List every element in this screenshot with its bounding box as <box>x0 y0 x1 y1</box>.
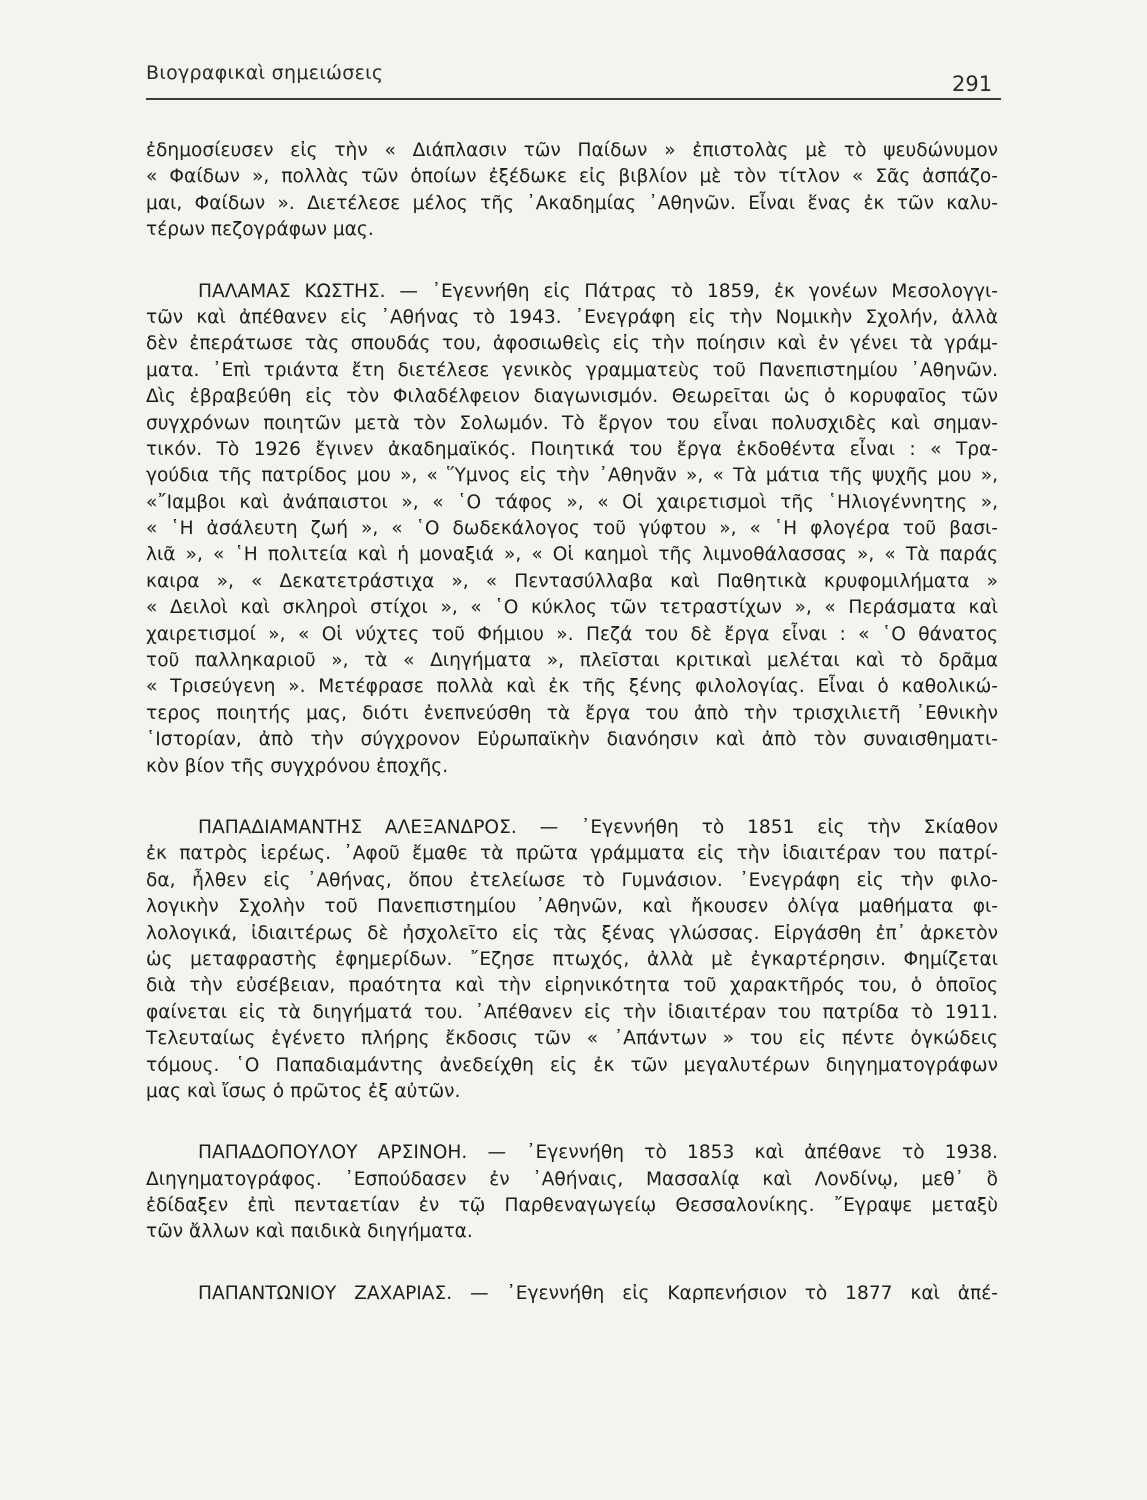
text-line: λολογικά, ἰδιαιτέρως δὲ ἠσχολεῖτο εἰς τὰς ξένας γλώσσας. Εἰργάσθη ἐπ᾿ ἀρκετὸν <box>146 922 998 944</box>
text-line: « Φαίδων », πολλὰς τῶν ὁποίων ἐξέδωκε εἰς βιβλίον μὲ τὸν τίτλον « Σᾶς ἀσπάζο- <box>146 166 998 188</box>
text-line: μας καὶ ἴσως ὁ πρῶτος ἐξ αὐτῶν. <box>146 1080 461 1102</box>
text-line: τῶν ἄλλων καὶ παιδικὰ διηγήματα. <box>146 1221 473 1243</box>
text-line: τῶν καὶ ἀπέθανεν εἰς ᾿Αθήνας τὸ 1943. ᾿Ενεγράφη εἰς τὴν Νομικὴν Σχολήν, ἀλλὰ <box>146 306 998 328</box>
text-line: «῎Ιαμβοι καὶ ἀνάπαιστοι », « ῾Ο τάφος », « Οἱ χαιρετισμοὶ τῆς ῾Ηλιογέννητης », <box>146 491 998 513</box>
text-line: λογικὴν Σχολὴν τοῦ Πανεπιστημίου ᾿Αθηνῶν, καὶ ἤκουσεν ὀλίγα μαθήματα φι- <box>146 896 998 918</box>
text-line: ματα. ᾿Επὶ τριάντα ἔτη διετέλεσε γενικὸς γραμματεὺς τοῦ Πανεπιστημίου ᾿Αθηνῶν. <box>146 359 998 381</box>
text-line: δὲν ἐπεράτωσε τὰς σπουδάς του, ἀφοσιωθεὶς εἰς τὴν ποίησιν καὶ ἐν γένει τὰ γράμ- <box>146 333 998 355</box>
text-line: « ῾Η ἀσάλευτη ζωή », « ῾Ο δωδεκάλογος τοῦ γύφτου », « ῾Η φλογέρα τοῦ βασι- <box>146 518 998 540</box>
text-line: μαι, Φαίδων ». Διετέλεσε μέλος τῆς ᾿Ακαδημίας ᾿Αθηνῶν. Εἶναι ἕνας ἐκ τῶν καλυ- <box>146 192 998 214</box>
entry-heading-line: ΠΑΠΑΔΙΑΜΑΝΤΗΣ ΑΛΕΞΑΝΔΡΟΣ. — ᾿Εγεννήθη τὸ 1851 εἰς τὴν Σκίαθον <box>198 816 998 838</box>
entry-heading-line: ΠΑΠΑΝΤΩΝΙΟΥ ΖΑΧΑΡΙΑΣ. — ᾿Εγεννήθη εἰς Καρπενήσιον τὸ 1877 καὶ ἀπέ- <box>198 1282 998 1304</box>
text-line: δα, ἦλθεν εἰς ᾿Αθήνας, ὅπου ἐτελείωσε τὸ Γυμνάσιον. ᾿Ενεγράφη εἰς τὴν φιλο- <box>146 869 998 891</box>
text-line: τικόν. Τὸ 1926 ἔγινεν ἀκαδημαϊκός. Ποιητικά του ἔργα ἐκδοθέντα εἶναι : « Τρα- <box>146 438 998 460</box>
text-line: ἐκ πατρὸς ἱερέως. ᾿Αφοῦ ἔμαθε τὰ πρῶτα γράμματα εἰς τὴν ἰδιαιτέραν του πατρί- <box>146 843 998 865</box>
entry-papadopoulou <box>146 1140 998 1246</box>
text-line: τέρων πεζογράφων μας. <box>146 219 374 241</box>
text-line: χαιρετισμοί », « Οἱ νύχτες τοῦ Φήμιου ». Πεζά του δὲ ἔργα εἶναι : « ῾Ο θάνατος <box>146 623 998 645</box>
body-text <box>146 138 998 1342</box>
entry-continuation <box>146 138 998 244</box>
text-line: φαίνεται εἰς τὰ διηγήματά του. ᾿Απέθανεν εἰς τὴν ἰδιαιτέραν του πατρίδα τὸ 1911. <box>146 1001 998 1023</box>
running-head: Βιογραφικαὶ σημειώσεις <box>146 62 384 84</box>
text-line: τόμους. ῾Ο Παπαδιαμάντης ἀνεδείχθη εἰς ἐκ τῶν μεγαλυτέρων διηγηματογράφων <box>146 1054 998 1076</box>
text-line: « Δειλοὶ καὶ σκληροὶ στίχοι », « ῾Ο κύκλος τῶν τετραστίχων », « Περάσματα καὶ <box>146 597 998 619</box>
text-line: Δὶς ἐβραβεύθη εἰς τὸν Φιλαδέλφειον διαγωνισμόν. Θεωρεῖται ὡς ὁ κορυφαῖος τῶν <box>146 386 998 408</box>
header-rule <box>146 98 1001 100</box>
text-line: τερος ποιητής μας, διότι ἐνεπνεύσθη τὰ ἔργα του ἀπὸ τὴν τρισχιλιετῆ ᾿Εθνικὴν <box>146 702 998 724</box>
text-line: ὡς μεταφραστὴς ἐφημερίδων. ῎Εζησε πτωχός, ἀλλὰ μὲ ἐγκαρτέρησιν. Φημίζεται <box>146 948 998 970</box>
text-line: « Τρισεύγενη ». Μετέφρασε πολλὰ καὶ ἐκ τῆς ξένης φιλολογίας. Εἶναι ὁ καθολικώ- <box>146 676 998 698</box>
entry-heading-line: ΠΑΛΑΜΑΣ ΚΩΣΤΗΣ. — ᾿Εγεννήθη εἰς Πάτρας τὸ 1859, ἐκ γονέων Μεσολογγι- <box>198 280 998 302</box>
text-line: ἐδίδαξεν ἐπὶ πενταετίαν ἐν τῷ Παρθεναγωγείῳ Θεσσαλονίκης. ῎Εγραψε μεταξὺ <box>146 1195 998 1217</box>
text-line: Διηγηματογράφος. ᾿Εσπούδασεν ἐν ᾿Αθήναις, Μασσαλίᾳ καὶ Λονδίνῳ, μεθ᾿ ὃ <box>146 1168 998 1190</box>
entry-papadiamantis <box>146 815 998 1105</box>
text-line: συγχρόνων ποιητῶν μετὰ τὸν Σολωμόν. Τὸ ἔργον του εἶναι πολυσχιδὲς καὶ σημαν- <box>146 412 998 434</box>
text-line: Τελευταίως ἐγένετο πλήρης ἔκδοσις τῶν « ᾿Απάντων » του εἰς πέντε ὀγκώδεις <box>146 1028 998 1050</box>
text-line: γούδια τῆς πατρίδος μου », « Ὕμνος εἰς τὴν ᾿Αθηνᾶν », « Τὰ μάτια τῆς ψυχῆς μου », <box>146 465 998 487</box>
text-line: καιρα », « Δεκατετράστιχα », « Πεντασύλλαβα καὶ Παθητικὰ κρυφομιλήματα » <box>146 570 998 592</box>
text-line: λιᾶ », « ῾Η πολιτεία καὶ ἡ μοναξιά », « Οἱ καημοὶ τῆς λιμνοθάλασσας », « Τὰ παράς <box>146 544 998 566</box>
entry-papantoniou <box>146 1281 998 1307</box>
text-line: διὰ τὴν εὐσέβειαν, πραότητα καὶ τὴν εἰρηνικότητα τοῦ χαρακτῆρός του, ὁ ὁποῖος <box>146 975 998 997</box>
text-line: ἐδημοσίευσεν εἰς τὴν « Διάπλασιν τῶν Παίδων » ἐπιστολὰς μὲ τὸ ψευδώνυμον <box>146 140 998 161</box>
entry-heading-line: ΠΑΠΑΔΟΠΟΥΛΟΥ ΑΡΣΙΝΟΗ. — ᾿Εγεννήθη τὸ 1853 καὶ ἀπέθανε τὸ 1938. <box>198 1142 998 1164</box>
text-line: τοῦ παλληκαριοῦ », τὰ « Διηγήματα », πλεῖσται κριτικαὶ μελέται καὶ τὸ δρᾶμα <box>146 650 998 672</box>
text-line: ῾Ιστορίαν, ἀπὸ τὴν σύγχρονον Εὐρωπαϊκὴν διανόησιν καὶ ἀπὸ τὸν συναισθηματι- <box>146 729 998 751</box>
text-line: κὸν βίον τῆς συγχρόνου ἐποχῆς. <box>146 755 449 777</box>
entry-palamas <box>146 279 998 780</box>
page-number: 291 <box>952 72 993 96</box>
